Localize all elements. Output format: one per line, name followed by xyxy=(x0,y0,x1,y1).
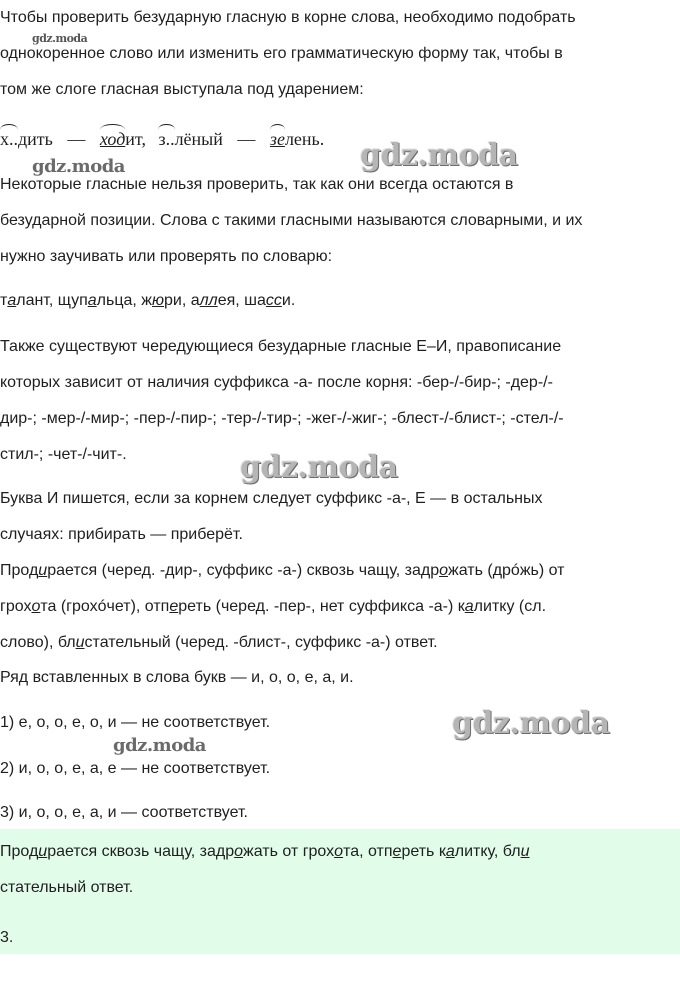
answer-number: 3. xyxy=(0,929,14,946)
answer-line: Продирается сквозь чащу, задрожать от грохота, отпереть калитку, бли xyxy=(0,843,530,860)
option-1: 1) е, о, о, е, о, и — не соответствует. xyxy=(0,714,271,731)
paragraph-text: том же слоге гласная выступала под ударением: xyxy=(0,81,364,98)
watermark: gdz.moda xyxy=(360,138,518,173)
watermark: gdz.moda xyxy=(452,706,610,741)
root-arc: ход xyxy=(99,129,126,149)
paragraph-text: стил-; -чет-/-чит-. xyxy=(0,446,127,463)
paragraph-text: нужно заучивать или проверять по словарю: xyxy=(0,248,333,265)
root-arc: з.. xyxy=(158,129,175,149)
option-3: 3) и, о, о, е, а, и — соответствует. xyxy=(0,804,248,821)
watermark: gdz.moda xyxy=(32,156,125,177)
paragraph-text: безударной позиции. Слова с такими гласными называются словарными, и их xyxy=(0,212,583,229)
paragraph-text: Буква И пишется, если за корнем следует суффикс -а-, Е — в остальных xyxy=(0,490,543,507)
dictionary-words: талант, щупальца, жюри, аллея, шасси. xyxy=(0,292,296,309)
paragraph-text: случаях: прибирать — приберёт. xyxy=(0,526,243,543)
paragraph-text: Также существуют чередующиеся безударные гласные Е–И, правописание xyxy=(0,338,562,355)
option-2: 2) и, о, о, е, а, е — не соответствует. xyxy=(0,760,271,777)
explanation-line: грохота (грохóчет), отпереть (черед. -пер-, нет суффикса -а-) калитку (сл. xyxy=(0,598,547,615)
letters-row: Ряд вставленных в слова букв — и, о, о, е, а, и. xyxy=(0,669,354,686)
watermark: gdz.moda xyxy=(240,450,398,485)
answer-line: стательный ответ. xyxy=(0,879,134,896)
example-line: х..дить — ходит, з..лёный — зелень. xyxy=(0,129,325,149)
explanation-line: Продирается (черед. -дир-, суффикс -а-) сквозь чащу, задрожать (дрóжь) от xyxy=(0,562,565,579)
paragraph-text: Некоторые гласные нельзя проверить, так как они всегда остаются в xyxy=(0,176,514,193)
watermark: gdz.moda xyxy=(32,32,88,45)
root-arc: х.. xyxy=(0,129,18,149)
paragraph-text: однокоренное слово или изменить его грамматическую форму так, чтобы в xyxy=(0,45,563,62)
paragraph-text: которых зависит от наличия суффикса -а- после корня: -бер-/-бир-; -дер-/- xyxy=(0,374,553,391)
paragraph-text: Чтобы проверить безударную гласную в корне слова, необходимо подобрать xyxy=(0,9,576,26)
paragraph-text: дир-; -мер-/-мир-; -пер-/-пир-; -тер-/-тир-; -жег-/-жиг-; -блест-/-блист-; -стел-/- xyxy=(0,410,564,427)
watermark: gdz.moda xyxy=(113,735,206,756)
root-arc: зе xyxy=(269,129,285,149)
explanation-line: слово), блистательный (черед. -блист-, суффикс -а-) ответ. xyxy=(0,634,438,651)
